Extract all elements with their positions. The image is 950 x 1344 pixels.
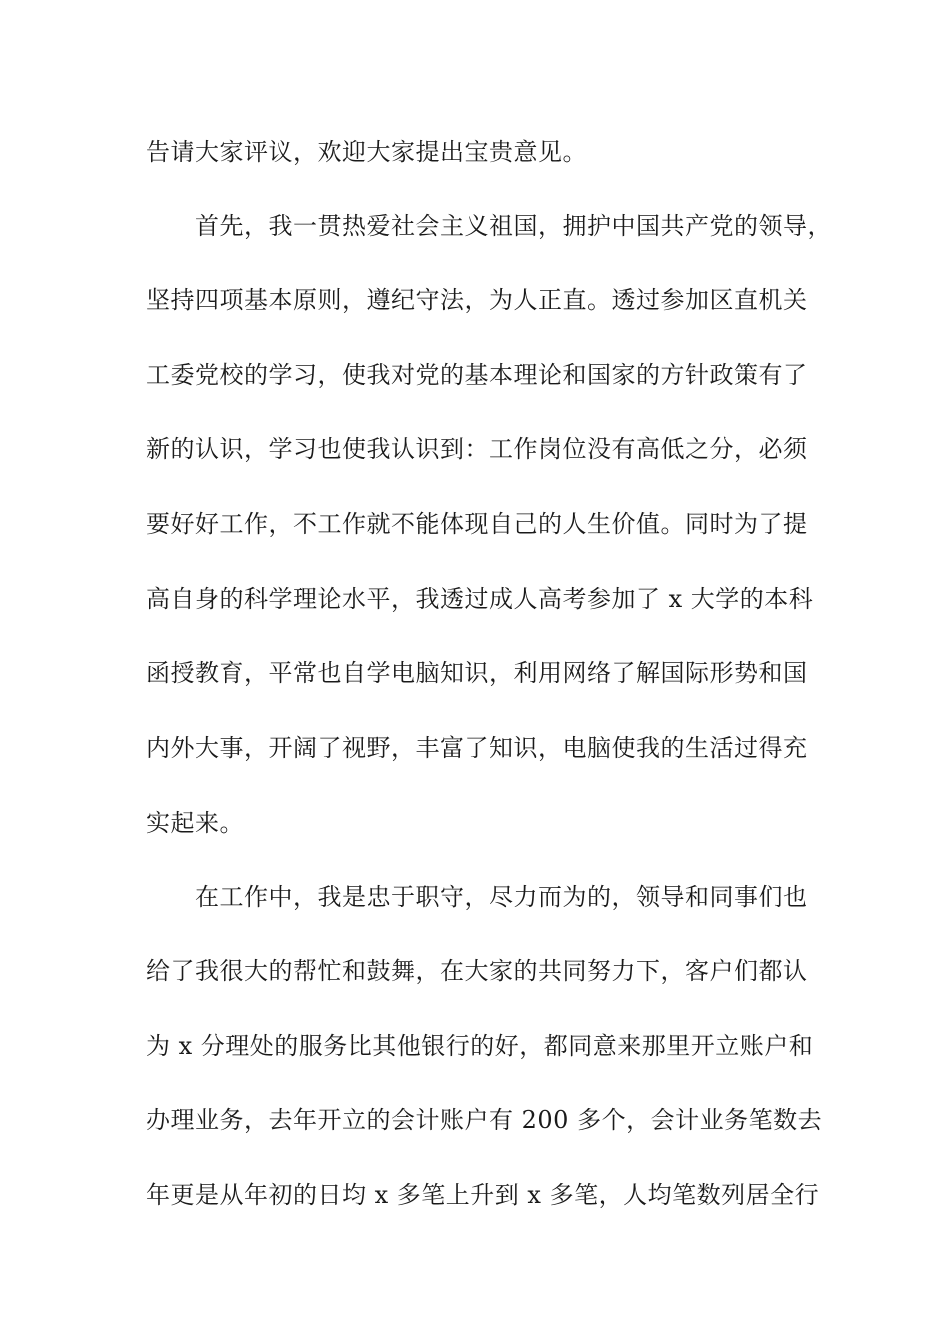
text-line: 坚持四项基本原则，遵纪守法，为人正直。透过参加区直机关 xyxy=(146,286,808,314)
text-line: 年更是从年初的日均 x 多笔上升到 x 多笔，人均笔数列居全行 xyxy=(146,1181,820,1209)
paragraph-first-line: 在工作中，我是忠于职守，尽力而为的，领导和同事们也 xyxy=(195,883,808,911)
text-line: 告请大家评议，欢迎大家提出宝贵意见。 xyxy=(146,138,587,166)
text-line: 为 x 分理处的服务比其他银行的好，都同意来那里开立账户和 xyxy=(146,1032,814,1060)
text-line: 实起来。 xyxy=(146,809,244,837)
text-line: 要好好工作，不工作就不能体现自己的人生价值。同时为了提 xyxy=(146,510,808,538)
text-line: 办理业务，去年开立的会计账户有 200 多个，会计业务笔数去 xyxy=(146,1106,823,1134)
text-line: 内外大事，开阔了视野，丰富了知识，电脑使我的生活过得充 xyxy=(146,734,808,762)
text-line: 新的认识，学习也使我认识到：工作岗位没有高低之分，必须 xyxy=(146,435,808,463)
paragraph-first-line: 首先，我一贯热爱社会主义祖国，拥护中国共产党的领导， xyxy=(195,212,832,240)
text-line: 函授教育，平常也自学电脑知识，利用网络了解国际形势和国 xyxy=(146,659,808,687)
text-line: 给了我很大的帮忙和鼓舞，在大家的共同努力下，客户们都认 xyxy=(146,957,808,985)
text-line: 工委党校的学习，使我对党的基本理论和国家的方针政策有了 xyxy=(146,361,808,389)
text-line: 高自身的科学理论水平，我透过成人高考参加了 x 大学的本科 xyxy=(146,585,814,613)
